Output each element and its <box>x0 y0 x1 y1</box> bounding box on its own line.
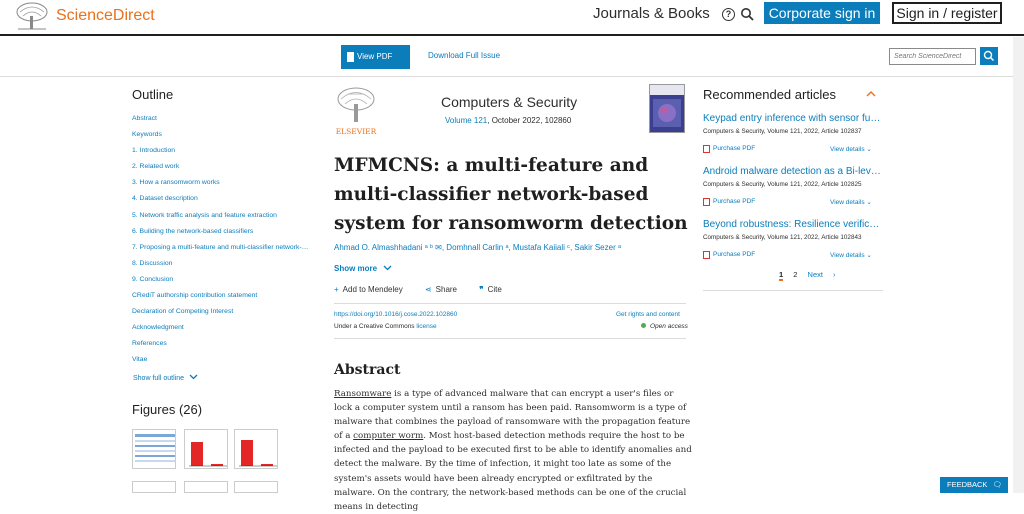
outline-item[interactable]: References <box>132 340 167 348</box>
volume-info <box>445 116 571 125</box>
outline-item[interactable]: 1. Introduction <box>132 147 176 155</box>
figure-thumbnail[interactable] <box>132 481 176 493</box>
figure-thumbnail[interactable] <box>234 481 278 493</box>
cover-artwork-icon <box>650 85 684 132</box>
figure-thumbnail[interactable] <box>184 481 228 493</box>
elsevier-tree-icon <box>334 86 378 124</box>
divider <box>334 338 686 339</box>
show-full-outline-button[interactable] <box>133 374 198 382</box>
add-to-mendeley-label: Add to Mendeley <box>342 285 403 294</box>
outline-list <box>132 114 312 372</box>
outline-item[interactable]: 2. Related work <box>132 163 180 171</box>
cite-label: Cite <box>487 285 502 294</box>
bar-chart-figure-icon <box>235 430 279 470</box>
chevron-down-icon: ⌄ <box>866 252 872 259</box>
article-actions <box>334 285 522 294</box>
chevron-right-icon: › <box>833 270 836 279</box>
next-page-button[interactable] <box>808 270 844 279</box>
outline-item[interactable]: CRediT authorship contribution statement <box>132 292 258 300</box>
computer-worm-term-link[interactable]: computer worm <box>353 431 424 442</box>
outline-item[interactable]: Declaration of Competing Interest <box>132 308 234 316</box>
publisher-name: ELSEVIER <box>335 127 377 136</box>
purchase-pdf-label: Purchase PDF <box>713 145 756 152</box>
figure-thumbnail[interactable] <box>234 429 278 469</box>
view-details-link[interactable] <box>830 198 872 206</box>
chevron-down-icon: ⌄ <box>866 146 872 153</box>
journals-books-link[interactable]: Journals & Books <box>593 5 710 22</box>
outline-heading: Outline <box>132 87 174 102</box>
recommended-article <box>703 166 883 206</box>
help-icon[interactable]: ? <box>722 8 735 21</box>
article-toolbar <box>0 37 1024 77</box>
page-1-button[interactable]: 1 <box>779 270 784 279</box>
add-to-mendeley-button[interactable] <box>334 285 413 294</box>
outline-item[interactable]: 6. Building the network-based classifiers <box>132 227 254 235</box>
show-more-button[interactable] <box>334 264 392 273</box>
search-submit-button[interactable] <box>980 47 998 65</box>
show-full-outline-label: Show full outline <box>133 375 184 382</box>
recommended-article <box>703 113 883 153</box>
table-figure-icon <box>133 430 177 470</box>
outline-item[interactable]: 4. Dataset description <box>132 195 198 203</box>
elsevier-tree-icon[interactable] <box>14 2 50 30</box>
outline-item[interactable]: Keywords <box>132 131 162 139</box>
purchase-pdf-link[interactable] <box>703 198 755 205</box>
journal-title-link[interactable]: Computers & Security <box>441 94 578 110</box>
recommended-pagination <box>779 270 852 279</box>
doi-link[interactable]: https://doi.org/10.1016/j.cose.2022.102860 <box>334 311 458 318</box>
open-access-badge <box>641 323 688 330</box>
pdf-icon <box>703 145 710 153</box>
figure-thumbnail[interactable] <box>184 429 228 469</box>
divider <box>703 290 883 291</box>
outline-item[interactable]: 8. Discussion <box>132 259 173 267</box>
outline-item[interactable]: 9. Conclusion <box>132 275 174 283</box>
figure-thumbnail[interactable] <box>132 429 176 469</box>
recommended-heading: Recommended articles <box>703 87 836 102</box>
page-2-button[interactable]: 2 <box>793 270 798 279</box>
pdf-icon <box>703 198 710 206</box>
feedback-label: FEEDBACK <box>947 480 988 489</box>
bar-chart-figure-icon <box>185 430 229 470</box>
site-header <box>0 0 1024 36</box>
recommended-article-meta: Computers & Security, Volume 121, 2022, Article 102825 <box>703 181 862 188</box>
outline-item[interactable]: Acknowledgment <box>132 324 184 332</box>
abstract-heading: Abstract <box>334 362 401 378</box>
license-link[interactable]: license <box>416 323 437 330</box>
view-details-label: View details <box>830 199 865 206</box>
chevron-up-icon[interactable] <box>866 90 876 97</box>
abstract-text-part: . Most host-based detection methods require the host to be infected and the payload to be executed first to be able to identify anomalies and detect the malware. By the time of infection, it might too late as some of the system's assets would have been already encrypted or exfiltrated by the malware. On the contrary, the network-based methods can be one of the crucial means in detecting <box>334 431 692 512</box>
outline-item[interactable]: 7. Proposing a multi-feature and multi-classifier network-… <box>132 243 309 251</box>
show-more-label: Show more <box>334 264 378 273</box>
recommended-article-meta: Computers & Security, Volume 121, 2022, Article 102837 <box>703 128 862 135</box>
get-rights-link[interactable]: Get rights and content <box>616 311 680 318</box>
feedback-button[interactable] <box>940 477 1008 493</box>
search-icon <box>980 47 998 65</box>
view-details-label: View details <box>830 146 865 153</box>
author-list[interactable]: Ahmad O. Almashhadani ᵃ ᵇ ✉, Domhnall Carlin ᵃ, Mustafa Kaiiali ᶜ, Sakir Sezer ᵃ <box>334 243 621 252</box>
purchase-pdf-link[interactable] <box>703 251 755 258</box>
abstract-text <box>334 387 694 512</box>
page-scrollbar[interactable] <box>1013 37 1024 493</box>
license-line <box>334 323 437 330</box>
chevron-down-icon: ⌄ <box>866 199 872 206</box>
recommended-article-title[interactable]: Keypad entry inference with sensor fu… <box>703 113 881 124</box>
license-prefix: Under a Creative Commons <box>334 323 417 330</box>
issue-date: , October 2022, 102860 <box>487 116 572 125</box>
brand-link[interactable]: ScienceDirect <box>56 7 155 24</box>
next-label: Next <box>807 270 823 279</box>
outline-item[interactable]: Vitae <box>132 356 148 364</box>
corporate-sign-in-button[interactable]: Corporate sign in <box>764 2 880 24</box>
pdf-icon <box>703 251 710 259</box>
search-icon[interactable] <box>740 7 754 21</box>
open-access-label: Open access <box>650 323 688 330</box>
ransomware-term-link[interactable]: Ransomware <box>334 389 392 399</box>
chevron-down-icon <box>189 374 198 380</box>
view-details-label: View details <box>830 252 865 259</box>
share-label: Share <box>435 285 458 294</box>
view-details-link[interactable] <box>830 145 872 153</box>
cite-button[interactable] <box>479 285 512 294</box>
article-title: MFMCNS: a multi-feature and multi-classifier network-based system for ransomworm detection <box>334 155 688 234</box>
view-details-link[interactable] <box>830 251 872 259</box>
download-full-issue-link[interactable]: Download Full Issue <box>428 51 501 60</box>
purchase-pdf-link[interactable] <box>703 145 755 152</box>
figures-heading: Figures (26) <box>132 402 203 417</box>
divider <box>334 303 686 304</box>
recommended-article-title[interactable]: Beyond robustness: Resilience verific… <box>703 219 880 230</box>
quote-icon: ❞ <box>479 285 484 294</box>
outline-item[interactable]: 5. Network traffic analysis and feature extraction <box>132 211 277 219</box>
abstract-text-part: is a type of advanced malware that can encrypt a user's files or lock a computer system until a ransom has been paid. Ransomworm is a type of malware that combines the payload of ransomware with the propagation feature of a <box>334 389 691 442</box>
share-icon: ⋖ <box>424 285 432 294</box>
chevron-down-icon <box>383 265 392 271</box>
plus-icon: + <box>334 285 339 294</box>
share-button[interactable] <box>425 285 467 294</box>
open-access-icon <box>641 323 646 328</box>
recommended-article <box>703 219 883 259</box>
recommended-article-title[interactable]: Android malware detection as a Bi-lev… <box>703 166 881 177</box>
volume-link[interactable]: Volume 121 <box>445 116 488 125</box>
recommended-article-meta: Computers & Security, Volume 121, 2022, Article 102843 <box>703 234 862 241</box>
outline-item[interactable]: Abstract <box>132 115 157 122</box>
chat-bubble-icon: 🗨 <box>992 480 1003 489</box>
sign-in-register-button[interactable]: Sign in / register <box>892 2 1002 24</box>
view-pdf-label: View PDF <box>357 52 393 61</box>
journal-cover-image[interactable] <box>649 84 685 133</box>
purchase-pdf-label: Purchase PDF <box>713 198 756 205</box>
outline-item[interactable]: 3. How a ransomworm works <box>132 179 220 187</box>
search-input[interactable] <box>889 48 976 65</box>
view-pdf-button[interactable] <box>341 45 410 69</box>
purchase-pdf-label: Purchase PDF <box>713 251 756 258</box>
pdf-icon <box>347 52 354 62</box>
elsevier-logo[interactable] <box>334 86 378 134</box>
